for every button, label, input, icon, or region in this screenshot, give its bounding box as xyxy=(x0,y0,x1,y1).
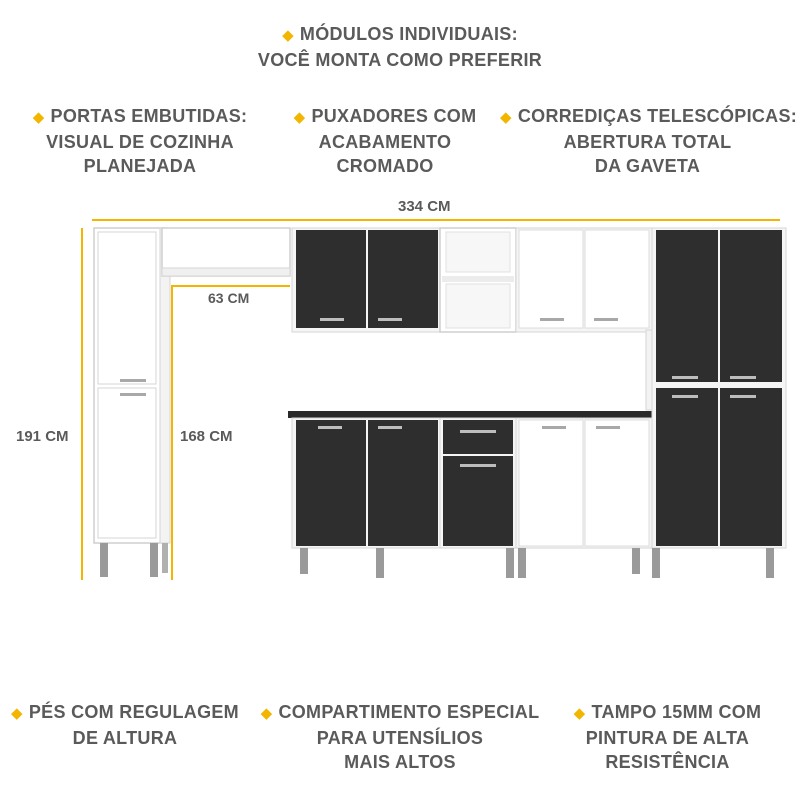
diamond-icon: ◆ xyxy=(573,705,586,722)
dimension-depth: 63 CM xyxy=(208,290,250,306)
feature-pes-line-1: PÉS COM REGULAGEM xyxy=(28,702,239,722)
open-shelf-top xyxy=(162,228,290,276)
feature-compartimento-line-3: MAIS ALTOS xyxy=(344,752,456,772)
feature-corredicas-line-1: CORREDIÇAS TELESCÓPICAS: xyxy=(517,106,798,126)
upper-cabinet-white xyxy=(516,228,652,332)
feature-tampo-line-1: TAMPO 15MM COM xyxy=(591,702,762,722)
feature-tampo-line-2: PINTURA DE ALTA xyxy=(585,728,750,748)
countertop xyxy=(288,411,656,418)
diamond-icon: ◆ xyxy=(282,27,294,44)
tall-cabinet-black xyxy=(652,228,786,578)
diamond-icon: ◆ xyxy=(500,109,512,126)
drawer-unit xyxy=(440,418,516,578)
feature-compartimento-line-1: COMPARTIMENTO ESPECIAL xyxy=(278,702,540,722)
lower-cabinet-black-1 xyxy=(292,418,440,578)
feature-puxadores-line-1: PUXADORES COM xyxy=(311,106,477,126)
feature-pes-line-2: DE ALTURA xyxy=(72,728,178,748)
diamond-icon: ◆ xyxy=(32,109,45,126)
feature-corredicas-line-3: DA GAVETA xyxy=(594,156,701,176)
feature-modulos-line-1: MÓDULOS INDIVIDUAIS: xyxy=(299,24,518,44)
feature-puxadores-line-3: CROMADO xyxy=(336,156,434,176)
feature-modulos-line-2: VOCÊ MONTA COMO PREFERIR xyxy=(257,50,543,70)
diamond-icon: ◆ xyxy=(260,705,273,722)
diamond-icon: ◆ xyxy=(293,109,306,126)
feature-corredicas-line-2: ABERTURA TOTAL xyxy=(563,132,732,152)
lower-cabinet-white xyxy=(516,418,652,578)
feature-compartimento-line-2: PARA UTENSÍLIOS xyxy=(316,728,484,748)
feature-portas-line-2: VISUAL DE COZINHA xyxy=(46,132,234,152)
pantry-cabinet xyxy=(94,228,170,577)
open-niche xyxy=(440,228,516,332)
diamond-icon: ◆ xyxy=(11,705,23,722)
dimension-height-total: 191 CM xyxy=(16,428,69,445)
upper-cabinet-black-1 xyxy=(292,228,440,332)
inner-height-line xyxy=(172,286,290,580)
feature-pes xyxy=(0,700,250,750)
feature-portas-line-3: PLANEJADA xyxy=(83,156,197,176)
feature-portas-line-1: PORTAS EMBUTIDAS: xyxy=(50,106,248,126)
feature-tampo xyxy=(555,700,780,774)
dimension-width: 334 CM xyxy=(398,198,451,215)
dimension-height-inner: 168 CM xyxy=(180,428,233,445)
feature-puxadores-line-2: ACABAMENTO xyxy=(318,132,452,152)
feature-tampo-line-3: RESISTÊNCIA xyxy=(605,752,730,772)
feature-compartimento xyxy=(250,700,550,774)
